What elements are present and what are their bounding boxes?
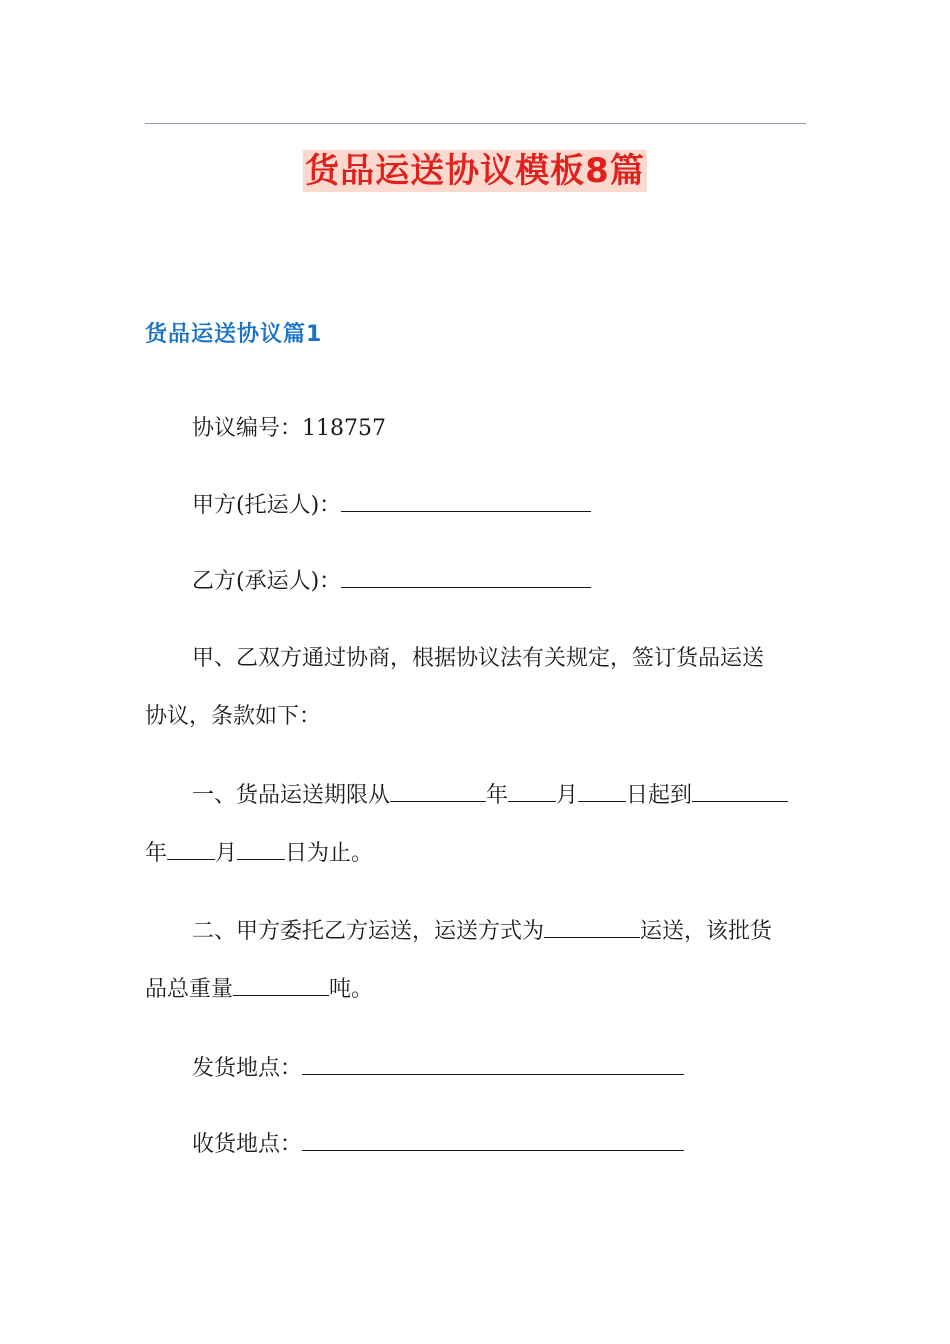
start-month-blank[interactable]: [508, 779, 556, 802]
ship-from-line: [145, 1040, 854, 1098]
ship-to-line: [145, 1116, 854, 1174]
party-b-blank[interactable]: [341, 565, 591, 588]
intro-line-1: 甲、乙双方通过协商，根据协议法有关规定，签订货品运送: [192, 646, 765, 671]
ship-to-blank[interactable]: [302, 1128, 684, 1151]
clause-1-prefix: 一、货品运送期限从: [192, 783, 391, 808]
clause-2: [145, 903, 807, 1019]
clause-1-day-to: 日为止。: [285, 841, 374, 866]
document-title: 货品运送协议模板8篇: [305, 151, 645, 191]
party-b-label: 乙方(承运人)：: [192, 569, 342, 594]
ship-from-label: 发货地点：: [192, 1056, 303, 1081]
transport-method-blank[interactable]: [544, 915, 640, 938]
clause-1-line-2: [145, 825, 807, 883]
party-b-line: [145, 553, 854, 611]
clause-2-line2-prefix: 品总重量: [145, 977, 234, 1002]
clause-2-line-2: [145, 961, 807, 1019]
clause-1-year: 年: [486, 783, 509, 808]
agreement-number: [145, 400, 854, 458]
intro-line-2: 协议，条款如下：: [145, 704, 322, 729]
clause-1-day-from: 日起到: [626, 783, 693, 808]
clause-2-unit: 吨。: [329, 977, 374, 1002]
party-a-line: [145, 477, 854, 535]
clause-1: [145, 767, 807, 883]
intro-paragraph: [145, 630, 807, 746]
clause-1-line-1: [145, 767, 807, 825]
ship-to-label: 收货地点：: [192, 1132, 303, 1157]
clause-1-month-2: 月: [215, 841, 238, 866]
total-weight-blank[interactable]: [233, 973, 329, 996]
end-year-blank[interactable]: [692, 779, 788, 802]
clause-2-mid: 运送，该批货: [640, 919, 773, 944]
clause-2-prefix: 二、甲方委托乙方运送，运送方式为: [192, 919, 545, 944]
end-month-blank[interactable]: [167, 837, 215, 860]
section-heading: 货品运送协议篇1: [145, 322, 323, 347]
party-a-blank[interactable]: [341, 489, 591, 512]
title-container: [0, 150, 950, 192]
party-a-label: 甲方(托运人)：: [192, 493, 342, 518]
clause-1-year-2: 年: [145, 841, 168, 866]
header-rule: [145, 123, 806, 124]
clause-2-line-1: [145, 903, 807, 961]
ship-from-blank[interactable]: [302, 1052, 684, 1075]
start-day-blank[interactable]: [578, 779, 626, 802]
start-year-blank[interactable]: [390, 779, 486, 802]
agreement-number-text: 协议编号：118757: [192, 416, 386, 441]
end-day-blank[interactable]: [237, 837, 285, 860]
clause-1-month: 月: [556, 783, 579, 808]
